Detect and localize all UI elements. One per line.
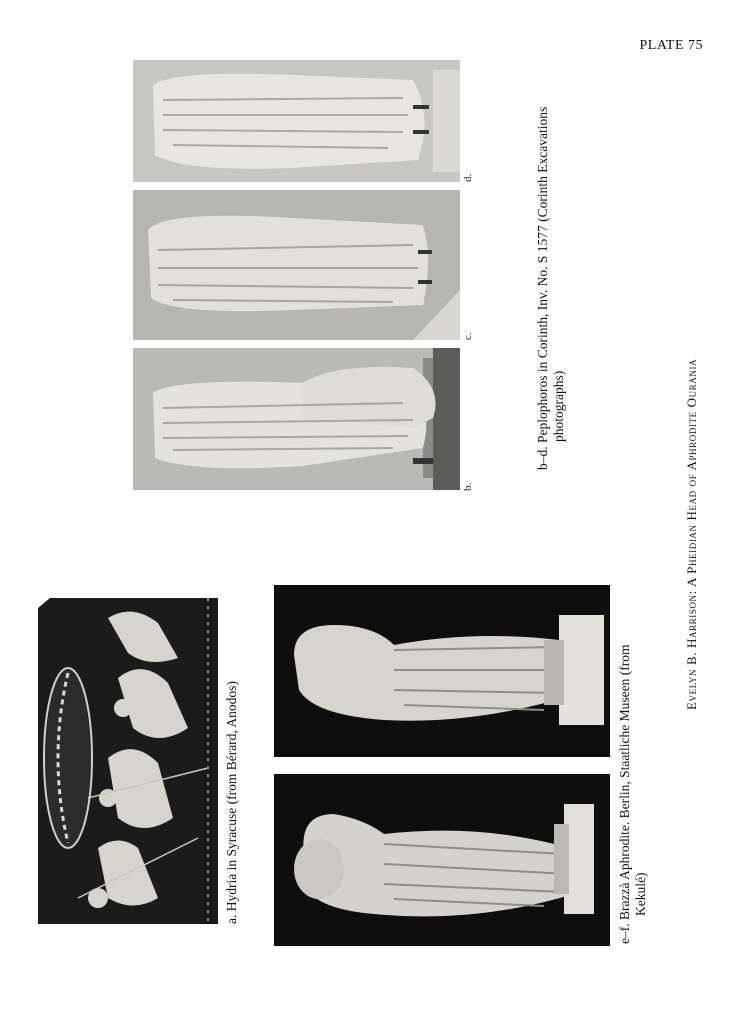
photo-c-peplophoros <box>133 190 460 340</box>
caption-ef <box>617 644 649 944</box>
photo-c-letter: c. <box>462 332 474 340</box>
photo-b-peplophoros <box>133 348 460 490</box>
caption-bd <box>535 107 567 470</box>
photo-f-brazza-aphrodite <box>274 585 610 757</box>
caption-a: a. Hydria in Syracuse (from Bérard, Anodos) <box>224 681 239 924</box>
caption-bd-line1: b–d. Peplophoros in Corinth, Inv. No. S 1577 (Corinth Excavations <box>535 106 550 470</box>
photo-a-hydria <box>38 598 218 924</box>
caption-ef-line2: Kekulé) <box>633 872 648 916</box>
running-title: Evelyn B. Harrison: A Pheidian Head of Aphrodite Ourania <box>684 358 699 710</box>
photo-e-brazza-aphrodite <box>274 774 610 946</box>
photo-b-letter: b. <box>462 482 474 491</box>
photo-d-letter: d. <box>462 173 474 182</box>
photo-d-peplophoros <box>133 60 460 182</box>
caption-bd-line2: photographs) <box>551 370 566 442</box>
plate-label: PLATE 75 <box>639 38 703 53</box>
caption-ef-line1: e–f. Brazzà Aphrodite. Berlin, Staatliche Museen (from <box>617 644 632 944</box>
